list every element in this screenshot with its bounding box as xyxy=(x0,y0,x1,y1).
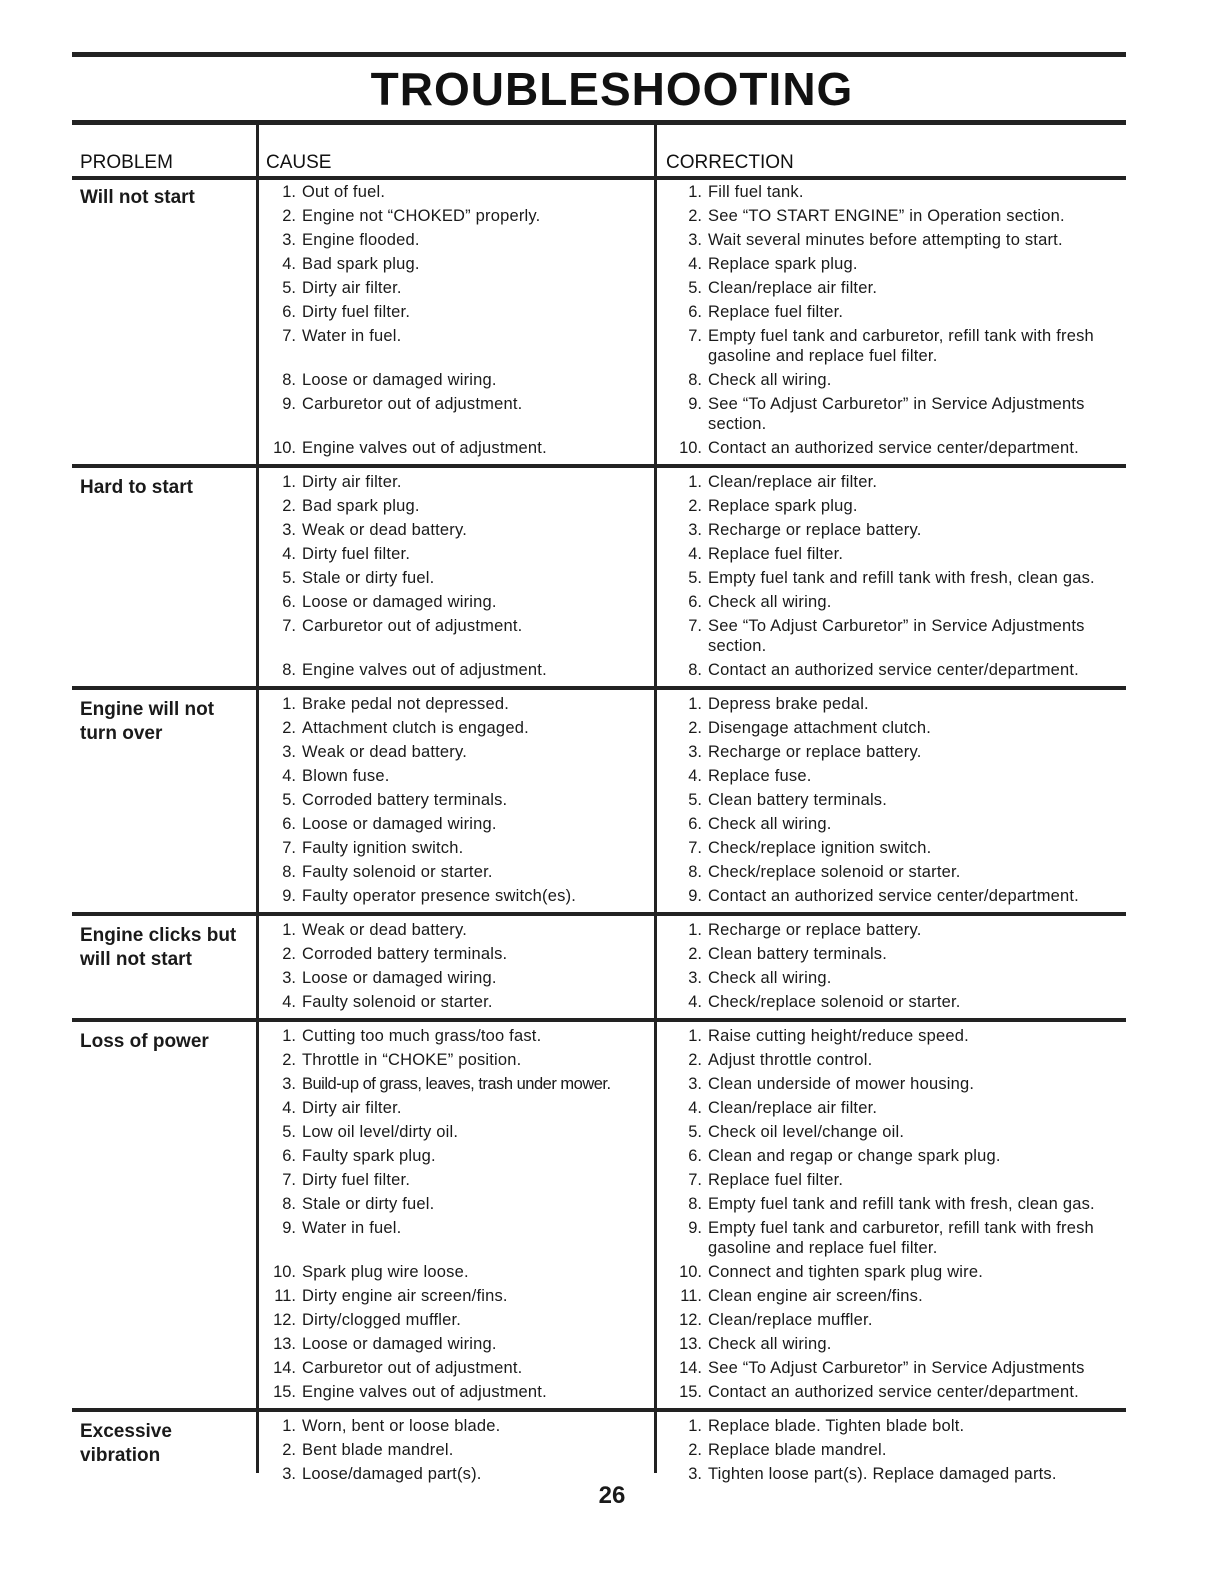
correction-number: 3. xyxy=(688,969,702,987)
table-row xyxy=(258,1438,1126,1462)
correction-text: Connect and tighten spark plug wire. xyxy=(708,1263,984,1281)
cause-text: Engine not “CHOKED” properly. xyxy=(302,207,541,225)
problem-label: Will not start xyxy=(80,187,195,208)
correction-number: 8. xyxy=(688,1195,702,1213)
correction-text: Raise cutting height/reduce speed. xyxy=(708,1027,969,1045)
table-row xyxy=(258,1308,1126,1332)
cause-number: 5. xyxy=(282,569,296,587)
table-row xyxy=(258,324,1126,368)
title-bottom-rule xyxy=(72,120,1126,125)
correction-text: Empty fuel tank and refill tank with fresh, clean gas. xyxy=(708,569,1095,587)
cause-number: 9. xyxy=(282,395,296,413)
correction-number: 2. xyxy=(688,1441,702,1459)
table-row xyxy=(258,614,1126,658)
table-row xyxy=(258,860,1126,884)
correction-text: Clean battery terminals. xyxy=(708,791,888,809)
cause-number: 3. xyxy=(282,1075,296,1093)
cause-number: 4. xyxy=(282,545,296,563)
cause-text: Engine valves out of adjustment. xyxy=(302,439,547,457)
correction-number: 6. xyxy=(688,593,702,611)
cause-text: Loose/damaged part(s). xyxy=(302,1465,482,1483)
correction-text: Adjust throttle control. xyxy=(708,1051,873,1069)
cause-text: Loose or damaged wiring. xyxy=(302,815,497,833)
cause-number: 4. xyxy=(282,1099,296,1117)
correction-number: 3. xyxy=(688,231,702,249)
correction-number: 1. xyxy=(688,183,702,201)
cause-number: 7. xyxy=(282,839,296,857)
correction-text: Check all wiring. xyxy=(708,371,832,389)
correction-text: Clean and regap or change spark plug. xyxy=(708,1147,1001,1165)
correction-text: Contact an authorized service center/department. xyxy=(708,439,1079,457)
problem-label: Loss of power xyxy=(80,1031,209,1052)
correction-number: 3. xyxy=(688,743,702,761)
cause-text: Bad spark plug. xyxy=(302,497,420,515)
table-row xyxy=(258,180,1126,204)
correction-text: Clean/replace air filter. xyxy=(708,473,878,491)
correction-text: Clean/replace air filter. xyxy=(708,279,878,297)
cause-number: 5. xyxy=(282,791,296,809)
cause-text: Loose or damaged wiring. xyxy=(302,969,497,987)
table-row xyxy=(258,590,1126,614)
table-row xyxy=(258,252,1126,276)
cause-number: 1. xyxy=(282,473,296,491)
cause-number: 1. xyxy=(282,921,296,939)
table-row xyxy=(258,228,1126,252)
correction-text: Check all wiring. xyxy=(708,969,832,987)
cause-text: Faulty solenoid or starter. xyxy=(302,863,493,881)
correction-number: 8. xyxy=(688,661,702,679)
table-row xyxy=(258,990,1126,1014)
correction-text: Check/replace solenoid or starter. xyxy=(708,863,961,881)
correction-text: Clean/replace air filter. xyxy=(708,1099,878,1117)
cause-number: 3. xyxy=(282,1465,296,1483)
table-row xyxy=(258,1192,1126,1216)
table-row xyxy=(258,368,1126,392)
cause-text: Build-up of grass, leaves, trash under mower. xyxy=(302,1075,611,1093)
cause-text: Attachment clutch is engaged. xyxy=(302,719,529,737)
table-row xyxy=(258,788,1126,812)
cause-text: Water in fuel. xyxy=(302,327,402,345)
correction-number: 6. xyxy=(688,303,702,321)
correction-number: 4. xyxy=(688,545,702,563)
correction-text: Replace fuel filter. xyxy=(708,303,844,321)
correction-text: Replace fuel filter. xyxy=(708,1171,844,1189)
page-title: TROUBLESHOOTING xyxy=(370,63,854,115)
cause-text: Low oil level/dirty oil. xyxy=(302,1123,459,1141)
cause-text: Engine flooded. xyxy=(302,231,420,249)
correction-number: 2. xyxy=(688,497,702,515)
correction-text: Empty fuel tank and refill tank with fresh, clean gas. xyxy=(708,1195,1095,1213)
cause-text: Worn, bent or loose blade. xyxy=(302,1417,501,1435)
cause-number: 4. xyxy=(282,255,296,273)
table-row xyxy=(258,518,1126,542)
correction-number: 2. xyxy=(688,1051,702,1069)
troubleshooting-table xyxy=(72,178,1126,1490)
correction-text: Clean underside of mower housing. xyxy=(708,1075,975,1093)
correction-number: 5. xyxy=(688,279,702,297)
correction-number: 3. xyxy=(688,1075,702,1093)
cause-number: 3. xyxy=(282,969,296,987)
correction-text: Check all wiring. xyxy=(708,815,832,833)
correction-number: 4. xyxy=(688,255,702,273)
problem-section xyxy=(72,468,1126,690)
cause-text: Corroded battery terminals. xyxy=(302,945,508,963)
correction-text: Clean engine air screen/fins. xyxy=(708,1287,923,1305)
correction-number: 5. xyxy=(688,791,702,809)
correction-text: Replace blade mandrel. xyxy=(708,1441,887,1459)
problem-label: Hard to start xyxy=(80,477,193,498)
cause-text: Carburetor out of adjustment. xyxy=(302,617,523,635)
correction-text: Contact an authorized service center/department. xyxy=(708,661,1079,679)
cause-number: 6. xyxy=(282,1147,296,1165)
correction-number: 1. xyxy=(688,695,702,713)
cause-number: 9. xyxy=(282,1219,296,1237)
cause-number: 3. xyxy=(282,231,296,249)
cause-text: Loose or damaged wiring. xyxy=(302,371,497,389)
correction-text: See “To Adjust Carburetor” in Service Adjustments section. xyxy=(708,395,1085,433)
cause-text: Weak or dead battery. xyxy=(302,921,468,939)
cause-text: Spark plug wire loose. xyxy=(302,1263,469,1281)
correction-number: 10. xyxy=(679,439,702,457)
correction-number: 4. xyxy=(688,993,702,1011)
correction-text: Wait several minutes before attempting to start. xyxy=(708,231,1063,249)
problem-section xyxy=(72,1022,1126,1412)
correction-number: 8. xyxy=(688,371,702,389)
correction-number: 9. xyxy=(688,395,702,413)
cause-number: 5. xyxy=(282,1123,296,1141)
cause-number: 6. xyxy=(282,815,296,833)
table-row xyxy=(258,966,1126,990)
cause-text: Dirty fuel filter. xyxy=(302,1171,411,1189)
cause-number: 3. xyxy=(282,743,296,761)
table-row xyxy=(258,692,1126,716)
table-row xyxy=(258,1380,1126,1404)
correction-text: Tighten loose part(s). Replace damaged parts. xyxy=(708,1465,1057,1483)
cause-text: Faulty solenoid or starter. xyxy=(302,993,493,1011)
correction-number: 2. xyxy=(688,207,702,225)
problem-section xyxy=(72,1412,1126,1490)
correction-text: Check all wiring. xyxy=(708,1335,832,1353)
cause-text: Blown fuse. xyxy=(302,767,390,785)
cause-column-header: CAUSE xyxy=(266,152,332,173)
cause-text: Bent blade mandrel. xyxy=(302,1441,454,1459)
table-row xyxy=(258,1332,1126,1356)
table-row xyxy=(258,884,1126,908)
table-row xyxy=(258,300,1126,324)
table-row xyxy=(258,1414,1126,1438)
correction-text: Replace fuse. xyxy=(708,767,812,785)
cause-number: 1. xyxy=(282,183,296,201)
table-row xyxy=(258,1048,1126,1072)
correction-number: 15. xyxy=(679,1383,702,1401)
correction-text: Recharge or replace battery. xyxy=(708,921,922,939)
cause-number: 7. xyxy=(282,617,296,635)
table-row xyxy=(258,1168,1126,1192)
problem-label: Engine will not turn over xyxy=(80,699,215,744)
correction-number: 4. xyxy=(688,767,702,785)
correction-number: 3. xyxy=(688,521,702,539)
table-row xyxy=(258,1216,1126,1260)
correction-text: Empty fuel tank and carburetor, refill tank with fresh gasoline and replace fuel filter. xyxy=(708,1219,1094,1257)
correction-number: 1. xyxy=(688,921,702,939)
correction-number: 3. xyxy=(688,1465,702,1483)
table-row xyxy=(258,276,1126,300)
table-row xyxy=(258,494,1126,518)
cause-number: 3. xyxy=(282,521,296,539)
cause-number: 2. xyxy=(282,207,296,225)
correction-text: Empty fuel tank and carburetor, refill tank with fresh gasoline and replace fuel filter. xyxy=(708,327,1094,365)
cause-number: 14. xyxy=(273,1359,296,1377)
correction-text: Check oil level/change oil. xyxy=(708,1123,905,1141)
cause-number: 6. xyxy=(282,593,296,611)
table-row xyxy=(258,392,1126,436)
problem-column-header: PROBLEM xyxy=(80,152,173,173)
cause-number: 2. xyxy=(282,497,296,515)
cause-text: Engine valves out of adjustment. xyxy=(302,661,547,679)
table-row xyxy=(258,1024,1126,1048)
correction-number: 1. xyxy=(688,1417,702,1435)
correction-text: See “To Adjust Carburetor” in Service Adjustments xyxy=(708,1359,1085,1377)
cause-text: Dirty/clogged muffler. xyxy=(302,1311,462,1329)
correction-number: 7. xyxy=(688,327,702,345)
correction-text: Disengage attachment clutch. xyxy=(708,719,931,737)
table-row xyxy=(258,812,1126,836)
correction-number: 2. xyxy=(688,945,702,963)
problem-section xyxy=(72,178,1126,468)
cause-number: 6. xyxy=(282,303,296,321)
correction-number: 9. xyxy=(688,887,702,905)
problem-section xyxy=(72,690,1126,916)
cause-text: Carburetor out of adjustment. xyxy=(302,395,523,413)
correction-text: See “To Adjust Carburetor” in Service Adjustments section. xyxy=(708,617,1085,655)
table-row xyxy=(258,918,1126,942)
table-row xyxy=(258,204,1126,228)
cause-text: Stale or dirty fuel. xyxy=(302,569,435,587)
table-row xyxy=(258,566,1126,590)
correction-number: 14. xyxy=(679,1359,702,1377)
cause-text: Dirty air filter. xyxy=(302,279,402,297)
correction-text: Replace spark plug. xyxy=(708,497,858,515)
table-row xyxy=(258,658,1126,682)
cause-number: 8. xyxy=(282,1195,296,1213)
correction-text: Contact an authorized service center/department. xyxy=(708,1383,1079,1401)
correction-text: Recharge or replace battery. xyxy=(708,521,922,539)
correction-text: Replace fuel filter. xyxy=(708,545,844,563)
cause-text: Faulty operator presence switch(es). xyxy=(302,887,577,905)
correction-number: 9. xyxy=(688,1219,702,1237)
correction-text: Depress brake pedal. xyxy=(708,695,869,713)
correction-text: Check/replace solenoid or starter. xyxy=(708,993,961,1011)
cause-number: 1. xyxy=(282,695,296,713)
correction-text: Fill fuel tank. xyxy=(708,183,804,201)
table-row xyxy=(258,1260,1126,1284)
correction-text: Recharge or replace battery. xyxy=(708,743,922,761)
cause-text: Faulty spark plug. xyxy=(302,1147,436,1165)
correction-number: 5. xyxy=(688,569,702,587)
cause-number: 9. xyxy=(282,887,296,905)
problem-label: Excessive vibration xyxy=(80,1421,172,1466)
cause-number: 2. xyxy=(282,945,296,963)
cause-number: 8. xyxy=(282,661,296,679)
cause-number: 7. xyxy=(282,1171,296,1189)
cause-number: 4. xyxy=(282,993,296,1011)
cause-text: Faulty ignition switch. xyxy=(302,839,464,857)
table-row xyxy=(258,942,1126,966)
cause-text: Loose or damaged wiring. xyxy=(302,1335,497,1353)
cause-text: Throttle in “CHOKE” position. xyxy=(302,1051,522,1069)
correction-number: 7. xyxy=(688,839,702,857)
correction-number: 6. xyxy=(688,1147,702,1165)
cause-text: Dirty fuel filter. xyxy=(302,545,411,563)
problem-label: Engine clicks but will not start xyxy=(80,925,237,970)
cause-number: 2. xyxy=(282,1441,296,1459)
cause-number: 11. xyxy=(274,1287,296,1305)
cause-text: Loose or damaged wiring. xyxy=(302,593,497,611)
table-row xyxy=(258,1120,1126,1144)
correction-number: 7. xyxy=(688,617,702,635)
cause-text: Out of fuel. xyxy=(302,183,386,201)
correction-text: Replace spark plug. xyxy=(708,255,858,273)
table-row xyxy=(258,1144,1126,1168)
cause-text: Dirty engine air screen/fins. xyxy=(302,1287,508,1305)
correction-number: 4. xyxy=(688,1099,702,1117)
correction-text: Clean battery terminals. xyxy=(708,945,888,963)
cause-number: 10. xyxy=(273,439,296,457)
cause-text: Weak or dead battery. xyxy=(302,743,468,761)
cause-number: 7. xyxy=(282,327,296,345)
table-row xyxy=(258,1284,1126,1308)
table-row xyxy=(258,836,1126,860)
problem-section xyxy=(72,916,1126,1022)
correction-number: 12. xyxy=(679,1311,702,1329)
cause-number: 10. xyxy=(273,1263,296,1281)
correction-text: Check/replace ignition switch. xyxy=(708,839,932,857)
table-row xyxy=(258,1356,1126,1380)
correction-number: 2. xyxy=(688,719,702,737)
cause-text: Carburetor out of adjustment. xyxy=(302,1359,523,1377)
cause-number: 12. xyxy=(273,1311,296,1329)
correction-text: Contact an authorized service center/department. xyxy=(708,887,1079,905)
cause-number: 8. xyxy=(282,371,296,389)
page-number: 26 xyxy=(598,1482,626,1509)
table-row xyxy=(258,436,1126,460)
cause-number: 1. xyxy=(282,1417,296,1435)
cause-number: 2. xyxy=(282,719,296,737)
top-rule xyxy=(72,52,1126,57)
cause-text: Engine valves out of adjustment. xyxy=(302,1383,547,1401)
cause-text: Corroded battery terminals. xyxy=(302,791,508,809)
correction-number: 7. xyxy=(688,1171,702,1189)
correction-number: 13. xyxy=(679,1335,702,1353)
correction-text: See “TO START ENGINE” in Operation section. xyxy=(708,207,1065,225)
table-row xyxy=(258,1096,1126,1120)
cause-text: Bad spark plug. xyxy=(302,255,420,273)
cause-text: Dirty fuel filter. xyxy=(302,303,411,321)
cause-text: Stale or dirty fuel. xyxy=(302,1195,435,1213)
correction-number: 8. xyxy=(688,863,702,881)
table-row xyxy=(258,542,1126,566)
table-row xyxy=(258,716,1126,740)
correction-number: 6. xyxy=(688,815,702,833)
cause-number: 13. xyxy=(273,1335,296,1353)
table-row xyxy=(258,470,1126,494)
correction-number: 11. xyxy=(680,1287,702,1305)
correction-number: 1. xyxy=(688,473,702,491)
cause-number: 5. xyxy=(282,279,296,297)
table-row xyxy=(258,1072,1126,1096)
table-row xyxy=(258,740,1126,764)
cause-text: Brake pedal not depressed. xyxy=(302,695,510,713)
cause-number: 8. xyxy=(282,863,296,881)
cause-number: 4. xyxy=(282,767,296,785)
correction-column-header: CORRECTION xyxy=(666,152,794,173)
cause-number: 15. xyxy=(273,1383,296,1401)
correction-number: 10. xyxy=(679,1263,702,1281)
correction-number: 5. xyxy=(688,1123,702,1141)
correction-text: Replace blade. Tighten blade bolt. xyxy=(708,1417,965,1435)
table-row xyxy=(258,764,1126,788)
cause-text: Water in fuel. xyxy=(302,1219,402,1237)
correction-text: Clean/replace muffler. xyxy=(708,1311,873,1329)
cause-number: 1. xyxy=(282,1027,296,1045)
cause-text: Cutting too much grass/too fast. xyxy=(302,1027,542,1045)
cause-text: Dirty air filter. xyxy=(302,1099,402,1117)
cause-text: Weak or dead battery. xyxy=(302,521,468,539)
cause-text: Dirty air filter. xyxy=(302,473,402,491)
correction-number: 1. xyxy=(688,1027,702,1045)
cause-number: 2. xyxy=(282,1051,296,1069)
correction-text: Check all wiring. xyxy=(708,593,832,611)
